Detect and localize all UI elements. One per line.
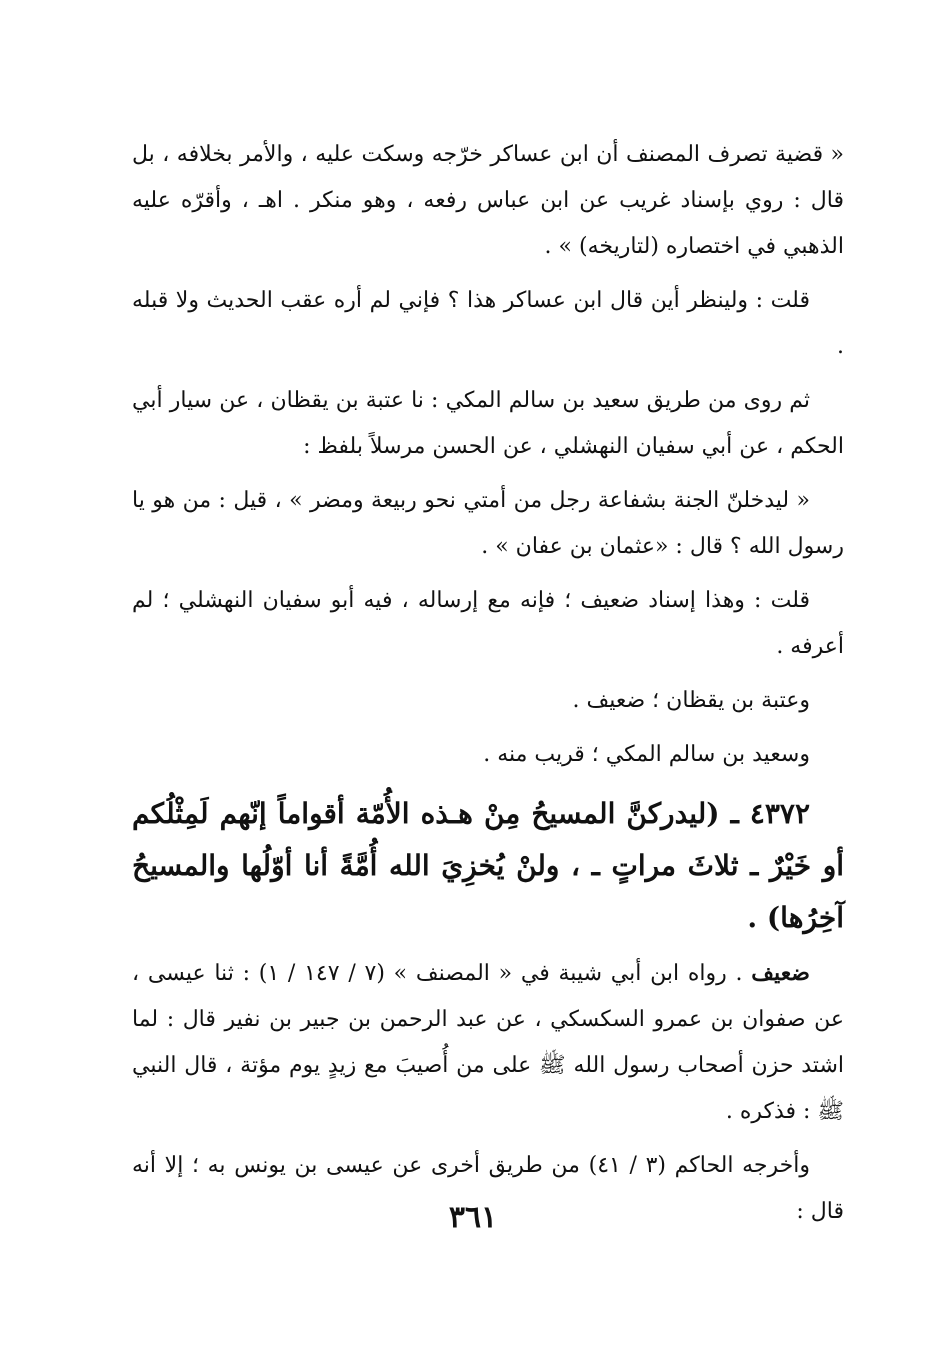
paragraph-hadith-text: « ليدخلنّ الجنة بشفاعة رجل من أمتي نحو ربيعة ومضر » ، قيل : من هو يا رسول الله ؟ قال : «عثمان بن عفان » . [132,488,844,559]
page-body [132,132,844,1243]
takhrij-text: . رواه ابن أبي شيبة في « المصنف » (٧ / ١٤٧ / ١) : ثنا عيسى ، عن صفوان بن عمرو السكسكي ، عن عبد الرحمن بن جبير بن نفير قال : لما اشتد حزن أصحاب رسول الله ﷺ على من أُصيبَ مع زيدٍ يوم مؤتة ، قال النبي ﷺ : فذكره . [132,961,844,1124]
hadith-heading: ٤٣٧٢ ـ (ليدركنَّ المسيحُ مِنْ هـذه الأُمّة أقواماً إنّهم لَمِثْلُكم أو خَيْرٌ ـ ثلاثَ مراتٍ ـ ، ولنْ يُخزِيَ الله أُمَّةً أنا أوّلُها والمسيحُ آخِرُها) . [132,797,844,934]
page-number: ٣٦١ [448,1200,498,1235]
paragraph-narrator-1: وعتبة بن يقظان ؛ ضعيف . [572,688,810,713]
paragraph-comment: قلت : ولينظر أين قال ابن عساكر هذا ؟ فإني لم أره عقب الحديث ولا قبله . [132,288,844,359]
grading-label: ضعيف [751,960,810,986]
paragraph-takhrij [132,950,844,1135]
paragraph-quote-end: « قضية تصرف المصنف أن ابن عساكر خرّجه وسكت عليه ، والأمر بخلافه ، بل قال : روي بإسناد غريب عن ابن عباس رفعه ، وهو منكر . اهـ ، وأقرّه عليه الذهبي في اختصاره (لتاريخه) » . [132,142,844,259]
paragraph-hakim: وأخرجه الحاكم (٣ / ٤١) من طريق أخرى عن عيسى بن يونس به ؛ إلا أنه قال : [132,1153,844,1224]
paragraph-grading: قلت : وهذا إسناد ضعيف ؛ فإنه مع إرساله ، فيه أبو سفيان النهشلي ؛ لم أعرفه . [132,588,844,659]
paragraph-chain: ثم روى من طريق سعيد بن سالم المكي : نا عتبة بن يقظان ، عن سيار أبي الحكم ، عن أبي سفيان النهشلي ، عن الحسن مرسلاً بلفظ : [132,388,844,459]
paragraph-narrator-2: وسعيد بن سالم المكي ؛ قريب منه . [483,742,810,767]
